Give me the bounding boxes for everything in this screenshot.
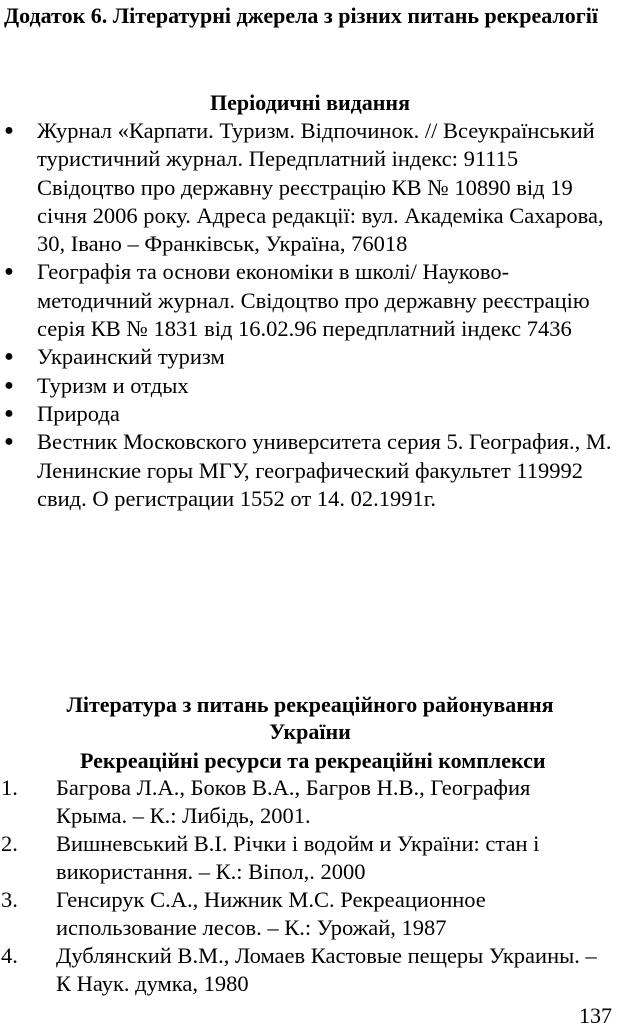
list-item: [0, 774, 620, 830]
periodical-text: Журнал «Карпати. Туризм. Відпочинок. // Всеукраїнський туристичний журнал. Передплатний індекс: 91115 Свідоцтво про державну реєстрацію КВ № 10890 від 19 січня 2006 року. Адреса редакції: вул. Академіка Сахарова, 30, Івано – Франківськ, Україна, 76018: [37, 118, 604, 257]
literature-heading-line2: України: [269, 719, 351, 744]
periodical-text: Туризм и отдых: [37, 372, 189, 398]
appendix-title: Додаток 6. Літературні джерела з різних питань рекреалогії: [4, 3, 598, 28]
bullet-icon: ●: [4, 376, 14, 394]
item-number: 1.: [1, 775, 18, 800]
reference-text: Дублянский В.М., Ломаев Кастовые пещеры Украины. – К Наук. думка, 1980: [56, 943, 597, 996]
periodical-text: Географія та основи економіки в школі/ Науково-методичний журнал. Свідоцтво про державну реєстрацію серія КВ № 1831 від 16.02.96 передплатний індекс 7436: [37, 259, 590, 342]
literature-list: [0, 774, 620, 998]
list-item: [0, 942, 620, 998]
literature-subheading: Рекреаційні ресурси та рекреаційні комплекси: [80, 748, 546, 773]
bullet-icon: ●: [4, 263, 14, 281]
item-number: 2.: [1, 831, 18, 856]
bullet-icon: ●: [4, 404, 14, 422]
item-number: 4.: [1, 943, 18, 968]
list-item: [0, 830, 620, 886]
bullet-icon: ●: [4, 122, 14, 139]
list-item: [0, 372, 620, 400]
list-item: [0, 258, 620, 343]
item-number: 3.: [1, 887, 18, 912]
reference-text: Вишневський В.І. Річки і водойм и України: стан і використання. – К.: Віпол,. 2000: [56, 831, 540, 884]
list-item: [0, 886, 620, 942]
list-item: [0, 343, 620, 371]
bullet-icon: ●: [4, 433, 14, 451]
periodicals-heading: Періодичні видання: [209, 90, 411, 115]
literature-heading-line1: Література з питань рекреаційного районування: [66, 692, 554, 717]
reference-text: Багрова Л.А., Боков В.А., Багров Н.В., География Крыма. – К.: Либідь, 2001.: [56, 775, 531, 828]
list-item: [0, 117, 620, 258]
list-item: [0, 400, 620, 428]
periodical-text: Вестник Московского университета серия 5. География., М. Ленинские горы МГУ, географический факультет 119992 свид. О регистрации 1552 от 14. 02.1991г.: [37, 429, 612, 511]
list-item: [0, 428, 620, 513]
periodical-text: Природа: [37, 400, 120, 426]
page-number: 137: [579, 1003, 612, 1028]
periodical-text: Украинский туризм: [37, 344, 225, 370]
bullet-icon: ●: [4, 348, 14, 366]
periodicals-list: [0, 117, 620, 513]
reference-text: Генсирук С.А., Нижник М.С. Рекреационное использование лесов. – К.: Урожай, 1987: [56, 887, 486, 940]
